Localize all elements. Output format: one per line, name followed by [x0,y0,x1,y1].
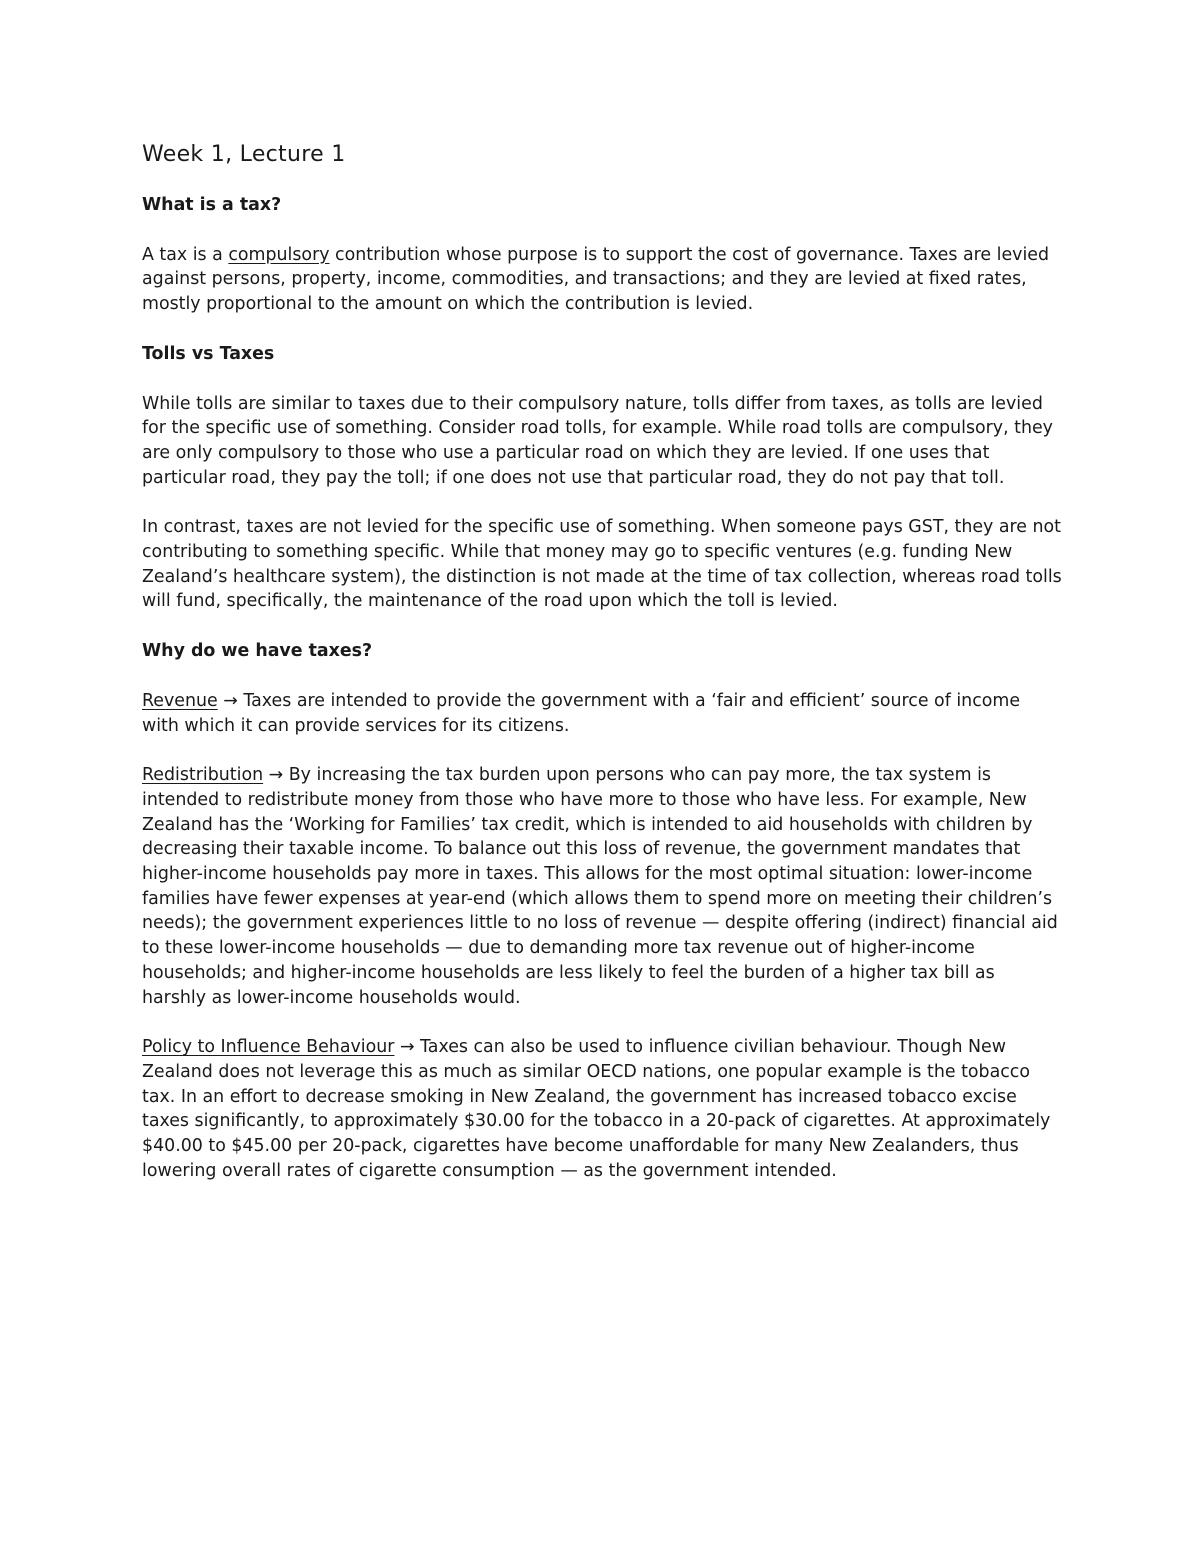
text-segment: → Taxes are intended to provide the government with a ‘fair and efficient’ source of income with which it can provide services for its citizens. [142,690,1021,736]
paragraph-tolls: While tolls are similar to taxes due to their compulsory nature, tolls differ from taxes, as tolls are levied for the specific use of something. Consider road tolls, for example. While road tolls are compulsory, they are only compulsory to those who use a particular road on which they are levied. If one uses that particular road, they pay the toll; if one does not use that particular road, they do not pay that toll. [142,393,1053,488]
term-revenue: Revenue [142,690,218,711]
document-title: Week 1, Lecture 1 [142,142,346,167]
paragraph-contrast: In contrast, taxes are not levied for the specific use of something. When someone pays GST, they are not contributing to something specific. While that money may go to specific ventures (e.g. funding New Zealand’s healthcare system), the distinction is not made at the time of tax collection, whereas road tolls will fund, specifically, the maintenance of the road upon which the toll is levied. [142,517,1062,612]
term-compulsory: compulsory [228,244,330,265]
heading-what-is-tax: What is a tax? [142,195,282,215]
paragraph-tax-definition [142,243,1062,317]
text-segment: contribution whose purpose is to support the cost of governance. Taxes are levied against persons, property, income, commodities, and transactions; and they are levied at fixed rates, mostly proportional to the amount on which the contribution is levied. [142,244,1050,315]
paragraph-revenue [142,689,1062,738]
paragraph-redistribution [142,763,1062,1010]
heading-tolls-vs-taxes: Tolls vs Taxes [142,343,275,364]
paragraph-policy [142,1035,1062,1183]
term-policy: Policy to Influence Behaviour [142,1037,395,1058]
term-redistribution: Redistribution [142,765,264,786]
text-segment: A tax is a [142,244,229,265]
text-segment: → By increasing the tax burden upon persons who can pay more, the tax system is intended to redistribute money from those who have more to those who have less. For example, New Zealand has the ‘Working for Families’ tax credit, which is intended to aid households with children by decreasing their taxable income. To balance out this loss of revenue, the government mandates that higher-income households pay more in taxes. This allows for the most optimal situation: lower-income families have fewer expenses at year-end (which allows them to spend more on meeting their children’s needs); the government experiences little to no loss of revenue — despite offering (indirect) financial aid to these lower-income households — due to demanding more tax revenue out of higher-income households; and higher-income households are less likely to feel the burden of a higher tax bill as harshly as lower-income households would. [142,765,1058,1008]
heading-why-taxes: Why do we have taxes? [142,641,373,662]
document-page [142,140,1062,1209]
text-segment: → Taxes can also be used to influence civilian behaviour. Though New Zealand does not leverage this as much as similar OECD nations, one popular example is the tobacco tax. In an effort to decrease smoking in New Zealand, the government has increased tobacco excise taxes significantly, to approximately $30.00 for the tobacco in a 20-pack of cigarettes. At approximately $40.00 to $45.00 per 20-pack, cigarettes have become unaffordable for many New Zealanders, thus lowering overall rates of cigarette consumption — as the government intended. [142,1037,1051,1181]
